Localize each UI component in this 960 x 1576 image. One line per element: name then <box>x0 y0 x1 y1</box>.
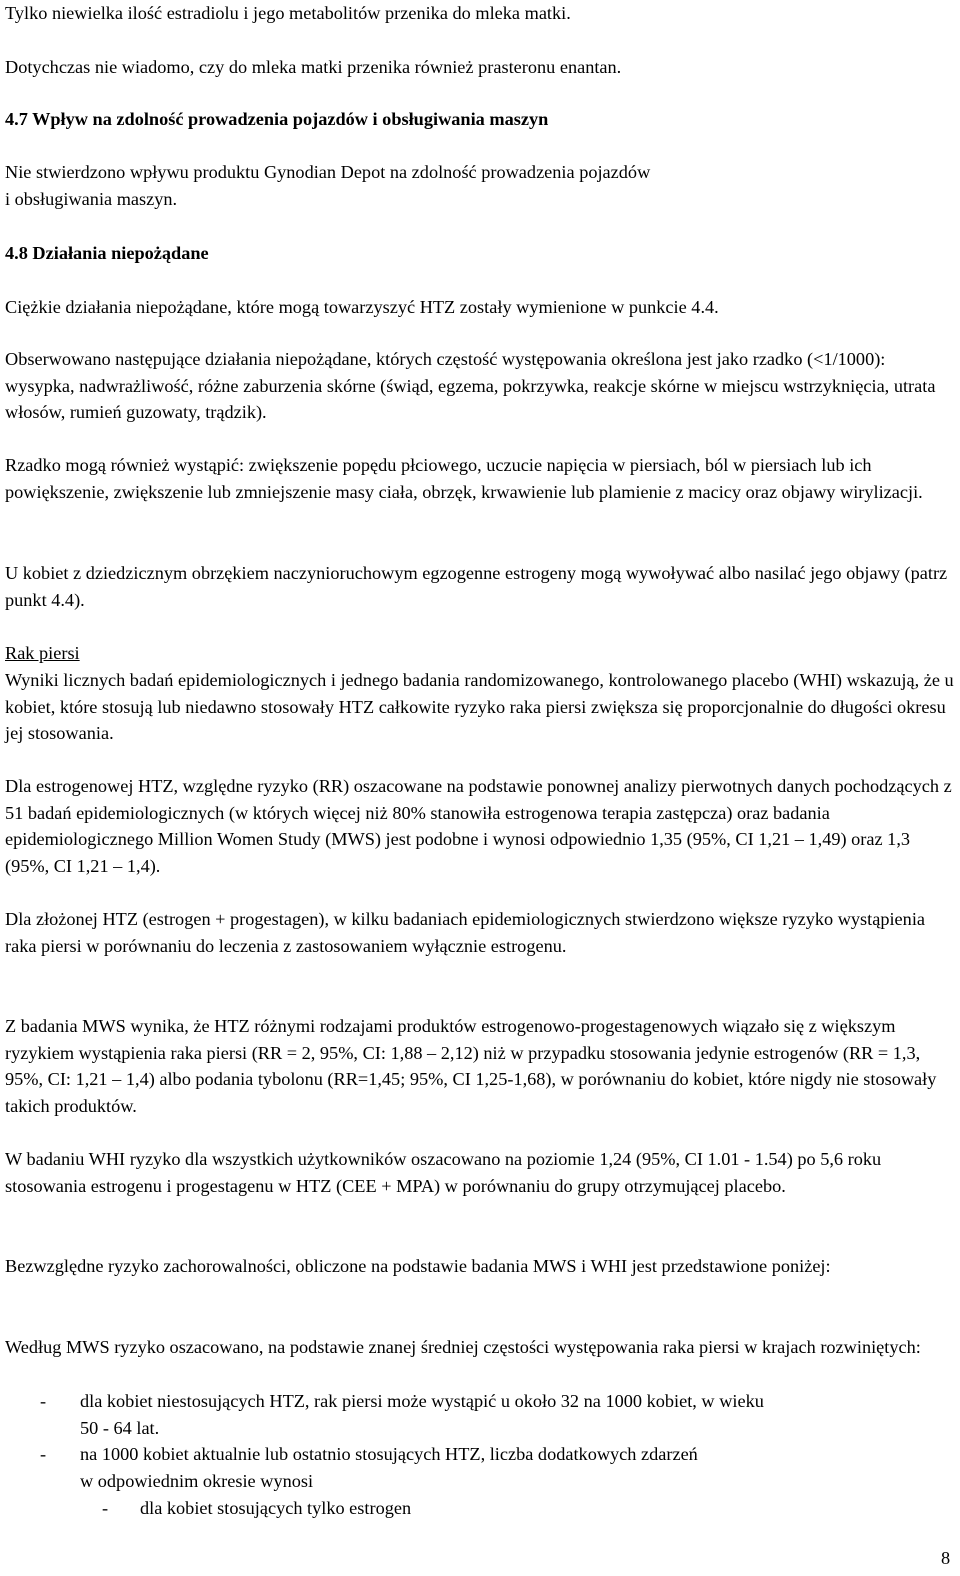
paragraph: Rzadko mogą również wystąpić: zwiększenie popędu płciowego, uczucie napięcia w piersiach, ból w piersiach lub ich powiększenie, zwiększenie lub zmniejszenie masy ciała, obrzęk, krwawienie lub plamienie z macicy oraz objawy wirylizacji. <box>5 455 923 502</box>
text-line: w odpowiednim okresie wynosi <box>80 1470 314 1491</box>
text-line: 50 - 64 lat. <box>80 1417 160 1438</box>
paragraph: Ciężkie działania niepożądane, które mogą towarzyszyć HTZ zostały wymienione w punkcie 4.4. <box>5 297 719 317</box>
text-line: Dotychczas nie wiadomo, czy do mleka matki przenika również prasteronu enantan. <box>5 57 622 77</box>
list-dash: - <box>40 1444 47 1464</box>
text-line: Nie stwierdzono wpływu produktu Gynodian Depot na zdolność prowadzenia pojazdów <box>5 162 651 182</box>
paragraph: Z badania MWS wynika, że HTZ różnymi rodzajami produktów estrogenowo-progestagenowych wiązało się z większym ryzykiem wystąpienia raka piersi (RR = 2, 95%, CI: 1,88 – 2,12) niż w przypadku stosowania jedynie estrogenów (RR = 1,3, 95%, CI: 1,21 – 1,4) albo podania tybolonu (RR=1,45; 95%, CI 1,25-1,68), w porównaniu do kobiet, które nigdy nie stosowały takich produktów. <box>5 1016 937 1116</box>
list-dash: - <box>40 1391 47 1411</box>
paragraph <box>5 159 955 212</box>
paragraph: W badaniu WHI ryzyko dla wszystkich użytkowników oszacowano na poziomie 1,24 (95%, CI 1.01 - 1.54) po 5,6 roku stosowania estrogenu i progestagenu w HTZ (CEE + MPA) w porównaniu do grupy otrzymującej placebo. <box>5 1149 882 1196</box>
list-dash: - <box>102 1498 109 1518</box>
text-line: i obsługiwania maszyn. <box>5 188 178 209</box>
section-heading: 4.8 Działania niepożądane <box>5 243 209 263</box>
paragraph: Dla estrogenowej HTZ, względne ryzyko (RR) oszacowane na podstawie ponownej analizy pierwotnych danych pochodzących z 51 badań epidemiologicznych (w których więcej niż 80% stanowiła estrogenowa terapia zastępcza) oraz badania epidemiologicznego Million Women Study (MWS) jest podobne i wynosi odpowiednio 1,35 (95%, CI 1,21 – 1,49) oraz 1,3 (95%, CI 1,21 – 1,4). <box>5 776 952 876</box>
text-line: na 1000 kobiet aktualnie lub ostatnio stosujących HTZ, liczba dodatkowych zdarzeń <box>80 1444 698 1464</box>
paragraph: Według MWS ryzyko oszacowano, na podstawie znanej średniej częstości występowania raka piersi w krajach rozwiniętych: <box>5 1337 921 1357</box>
subheading: Rak piersi <box>5 643 80 663</box>
list-item: dla kobiet stosujących tylko estrogen <box>140 1498 412 1518</box>
section-heading: 4.7 Wpływ na zdolność prowadzenia pojazdów i obsługiwania maszyn <box>5 109 549 129</box>
text-line: dla kobiet niestosujących HTZ, rak piersi może wystąpić u około 32 na 1000 kobiet, w wieku <box>80 1391 764 1411</box>
paragraph: Bezwzględne ryzyko zachorowalności, obliczone na podstawie badania MWS i WHI jest przedstawione poniżej: <box>5 1256 831 1276</box>
text-line: Tylko niewielka ilość estradiolu i jego metabolitów przenika do mleka matki. <box>5 3 571 23</box>
paragraph: Wyniki licznych badań epidemiologicznych i jednego badania randomizowanego, kontrolowanego placebo (WHI) wskazują, że u kobiet, które stosują lub niedawno stosowały HTZ całkowite ryzyko raka piersi zwiększa się proporcjonalnie do długości okresu jej stosowania. <box>5 670 954 744</box>
paragraph: Dla złożonej HTZ (estrogen + progestagen), w kilku badaniach epidemiologicznych stwierdzono większe ryzyko wystąpienia raka piersi w porównaniu do leczenia z zastosowaniem wyłącznie estrogenu. <box>5 909 926 956</box>
list-item <box>80 1441 698 1494</box>
paragraph: Obserwowano następujące działania niepożądane, których częstość występowania określona jest jako rzadko (<1/1000): wysypka, nadwrażliwość, różne zaburzenia skórne (świąd, egzema, pokrzywka, reakcje skórne w miejscu wstrzyknięcia, utrata włosów, rumień guzowaty, trądzik). <box>5 349 936 423</box>
paragraph: U kobiet z dziedzicznym obrzękiem naczynioruchowym egzogenne estrogeny mogą wywoływać albo nasilać jego objawy (patrz punkt 4.4). <box>5 563 948 610</box>
list-item <box>80 1388 764 1441</box>
page-number: 8 <box>941 1548 951 1568</box>
